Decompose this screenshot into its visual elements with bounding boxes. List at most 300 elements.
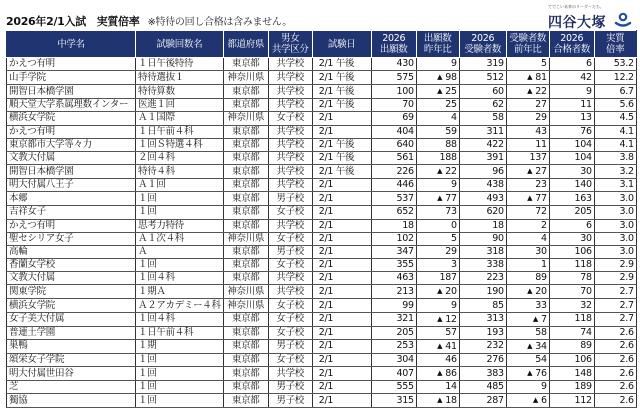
examinees-yoy-cell: 23 bbox=[506, 179, 549, 192]
examinees-cell: 62 bbox=[459, 99, 506, 112]
exam-name-cell: Ａ１回 bbox=[136, 179, 224, 192]
school-name-cell: 普連土学園 bbox=[7, 326, 136, 339]
column-header-school bbox=[7, 31, 136, 58]
exam-name-cell: 思考力特待 bbox=[136, 219, 224, 232]
examinees-cell: 313 bbox=[459, 312, 506, 326]
prefecture-cell: 神奈川県 bbox=[223, 285, 268, 299]
column-header-line2: 出願数 bbox=[379, 44, 408, 55]
table-row bbox=[7, 339, 637, 353]
school-name-cell: 横浜女学院 bbox=[7, 112, 136, 125]
school-name-cell: 高輪 bbox=[7, 245, 136, 258]
exam-name-cell: 特待算数 bbox=[136, 85, 224, 99]
exam-name-cell: １期 bbox=[136, 339, 224, 353]
gender-type-cell: 共学校 bbox=[268, 71, 312, 85]
passed-cell: 163 bbox=[549, 192, 594, 206]
exam-date-cell: 2/1 午後 bbox=[312, 138, 371, 151]
logo-tagline: てでこい未来のリーダーたち。 bbox=[548, 4, 604, 9]
exam-date-cell: 2/1 bbox=[312, 285, 371, 299]
gender-type-cell: 共学校 bbox=[268, 125, 312, 138]
school-name-cell: 吉祥女子 bbox=[7, 206, 136, 219]
school-name-cell: 文教大付属 bbox=[7, 272, 136, 285]
passed-cell: 6 bbox=[549, 58, 594, 71]
examinees-cell: 193 bbox=[459, 326, 506, 339]
examinees-yoy-cell: 137 bbox=[506, 151, 549, 164]
exam-date-cell: 2/1 bbox=[312, 206, 371, 219]
table-row bbox=[7, 245, 637, 258]
examinees-yoy-cell: 29 bbox=[506, 112, 549, 125]
column-header-line1: 実質 bbox=[606, 33, 625, 44]
examinees-cell: 383 bbox=[459, 367, 506, 381]
passed-cell: 140 bbox=[549, 179, 594, 192]
decrease-triangle-icon: ▲ bbox=[527, 369, 533, 377]
prefecture-cell: 東京都 bbox=[223, 138, 268, 151]
examinees-cell: 90 bbox=[459, 232, 506, 245]
exam-name-cell: １回４科 bbox=[136, 312, 224, 326]
actual-ratio-cell: 4.1 bbox=[594, 125, 636, 138]
actual-ratio-cell: 5.6 bbox=[594, 99, 636, 112]
exam-name-cell: Ａ１国際 bbox=[136, 112, 224, 125]
logo bbox=[540, 4, 632, 30]
applications-yoy-cell: 188 bbox=[416, 151, 459, 164]
passed-cell: 76 bbox=[549, 125, 594, 138]
table-row bbox=[7, 206, 637, 219]
gender-type-cell: 男子校 bbox=[268, 381, 312, 394]
applications-yoy-cell: 9 bbox=[416, 299, 459, 312]
actual-ratio-cell: 53.2 bbox=[594, 58, 636, 71]
column-header-actual-ratio bbox=[594, 31, 636, 58]
applications-yoy-cell: 73 bbox=[416, 206, 459, 219]
applications-cell: 226 bbox=[371, 165, 416, 179]
column-header-line1: 出願数 bbox=[423, 33, 452, 44]
passed-cell: 106 bbox=[549, 245, 594, 258]
column-header-line2: 昨年比 bbox=[423, 44, 452, 55]
exam-date-cell: 2/1 bbox=[312, 272, 371, 285]
exam-name-cell: １回 bbox=[136, 367, 224, 381]
decrease-triangle-icon: ▲ bbox=[527, 167, 533, 176]
exam-name-cell: ２回４科 bbox=[136, 151, 224, 164]
actual-ratio-cell: 2.6 bbox=[594, 326, 636, 339]
examinees-yoy-cell: 9 bbox=[506, 381, 549, 394]
decrease-triangle-icon: ▲ bbox=[437, 369, 443, 377]
table-row bbox=[7, 151, 637, 164]
exam-date-cell: 2/1 bbox=[312, 312, 371, 326]
applications-cell: 253 bbox=[371, 339, 416, 353]
applications-yoy-cell: ▲ 20 bbox=[416, 285, 459, 299]
applications-yoy-cell: 187 bbox=[416, 272, 459, 285]
applications-cell: 355 bbox=[371, 259, 416, 272]
decrease-triangle-icon: ▲ bbox=[437, 396, 443, 405]
examinees-cell: 485 bbox=[459, 381, 506, 394]
decrease-triangle-icon: ▲ bbox=[437, 194, 443, 203]
examinees-cell: 96 bbox=[459, 165, 506, 179]
exam-name-cell: １日午前４科 bbox=[136, 125, 224, 138]
table-row bbox=[7, 138, 637, 151]
exam-name-cell: １回 bbox=[136, 394, 224, 408]
school-name-cell: 関東学院 bbox=[7, 285, 136, 299]
prefecture-cell: 神奈川県 bbox=[223, 112, 268, 125]
examinees-cell: 58 bbox=[459, 112, 506, 125]
exam-date-cell: 2/1 午後 bbox=[312, 85, 371, 99]
gender-type-cell: 共学校 bbox=[268, 219, 312, 232]
school-name-cell: 明大付属八王子 bbox=[7, 179, 136, 192]
column-header-exam-date bbox=[312, 31, 371, 58]
applications-yoy-cell: 29 bbox=[416, 245, 459, 258]
passed-cell: 104 bbox=[549, 151, 594, 164]
actual-ratio-cell: 12.2 bbox=[594, 71, 636, 85]
examinees-yoy-cell: ▲ 6 bbox=[506, 394, 549, 408]
applications-cell: 304 bbox=[371, 353, 416, 366]
applications-yoy-cell: 5 bbox=[416, 232, 459, 245]
examinees-cell: 85 bbox=[459, 299, 506, 312]
exam-name-cell: １回 bbox=[136, 192, 224, 206]
school-name-cell: かえつ有明 bbox=[7, 219, 136, 232]
applications-yoy-cell: 59 bbox=[416, 125, 459, 138]
school-name-cell: 女子美大付属 bbox=[7, 312, 136, 326]
examinees-cell: 18 bbox=[459, 219, 506, 232]
decrease-triangle-icon: ▲ bbox=[527, 287, 533, 296]
applications-yoy-cell: ▲ 18 bbox=[416, 394, 459, 408]
examinees-cell: 276 bbox=[459, 353, 506, 366]
exam-date-cell: 2/1 bbox=[312, 367, 371, 381]
prefecture-cell: 東京都 bbox=[223, 353, 268, 366]
school-name-cell: 山手学院 bbox=[7, 71, 136, 85]
passed-cell: 104 bbox=[549, 138, 594, 151]
actual-ratio-cell: 4.5 bbox=[594, 112, 636, 125]
prefecture-cell: 神奈川県 bbox=[223, 71, 268, 85]
table-row bbox=[7, 285, 637, 299]
applications-cell: 18 bbox=[371, 219, 416, 232]
prefecture-cell: 東京都 bbox=[223, 99, 268, 112]
examinees-cell: 190 bbox=[459, 285, 506, 299]
applications-yoy-cell: ▲ 98 bbox=[416, 71, 459, 85]
gender-type-cell: 共学校 bbox=[268, 151, 312, 164]
column-header-line1: 受験者数 bbox=[509, 33, 547, 44]
applications-yoy-cell: ▲ 22 bbox=[416, 165, 459, 179]
prefecture-cell: 東京都 bbox=[223, 219, 268, 232]
yotsuya-otsuka-mark-icon bbox=[614, 11, 632, 29]
column-header-line2: 共学区分 bbox=[271, 44, 309, 55]
examinees-cell: 232 bbox=[459, 339, 506, 353]
decrease-triangle-icon: ▲ bbox=[437, 73, 443, 82]
exam-name-cell: １回Ｓ特選４科 bbox=[136, 138, 224, 151]
prefecture-cell: 東京都 bbox=[223, 339, 268, 353]
school-name-cell: 東京都市大学等々力 bbox=[7, 138, 136, 151]
prefecture-cell: 東京都 bbox=[223, 367, 268, 381]
passed-cell: 189 bbox=[549, 381, 594, 394]
table-row bbox=[7, 232, 637, 245]
table-header-row bbox=[7, 31, 637, 58]
table-row bbox=[7, 367, 637, 381]
actual-ratio-cell: 3.0 bbox=[594, 232, 636, 245]
examinees-cell: 620 bbox=[459, 206, 506, 219]
gender-type-cell: 男子校 bbox=[268, 394, 312, 408]
applications-cell: 537 bbox=[371, 192, 416, 206]
passed-cell: 112 bbox=[549, 394, 594, 408]
applications-cell: 640 bbox=[371, 138, 416, 151]
exam-date-cell: 2/1 bbox=[312, 245, 371, 258]
column-header-line1: 試験日 bbox=[327, 38, 356, 50]
actual-ratio-cell: 2.6 bbox=[594, 367, 636, 381]
passed-cell: 89 bbox=[549, 339, 594, 353]
passed-cell: 6 bbox=[549, 219, 594, 232]
passed-cell: 106 bbox=[549, 353, 594, 366]
applications-yoy-cell: 88 bbox=[416, 138, 459, 151]
examinees-yoy-cell: 30 bbox=[506, 245, 549, 258]
applications-yoy-cell: 25 bbox=[416, 99, 459, 112]
column-header-gender-type bbox=[268, 31, 312, 58]
prefecture-cell: 東京都 bbox=[223, 381, 268, 394]
table-row bbox=[7, 125, 637, 138]
exam-name-cell: 医進１回 bbox=[136, 99, 224, 112]
exam-name-cell: １日午前４科 bbox=[136, 326, 224, 339]
applications-cell: 555 bbox=[371, 381, 416, 394]
passed-cell: 30 bbox=[549, 165, 594, 179]
passed-cell: 30 bbox=[549, 232, 594, 245]
actual-ratio-cell: 3.0 bbox=[594, 206, 636, 219]
examinees-yoy-cell: 54 bbox=[506, 353, 549, 366]
actual-ratio-cell: 2.9 bbox=[594, 272, 636, 285]
page-title: 2026年2/1入試 実質倍率 bbox=[6, 15, 140, 28]
applications-cell: 575 bbox=[371, 71, 416, 85]
gender-type-cell: 男子校 bbox=[268, 192, 312, 206]
applications-cell: 446 bbox=[371, 179, 416, 192]
exam-date-cell: 2/1 bbox=[312, 232, 371, 245]
exam-name-cell: １日午後特待 bbox=[136, 58, 224, 71]
ratio-table bbox=[6, 30, 637, 408]
column-header-passed bbox=[549, 31, 594, 58]
examinees-yoy-cell: 89 bbox=[506, 272, 549, 285]
exam-date-cell: 2/1 bbox=[312, 125, 371, 138]
examinees-cell: 287 bbox=[459, 394, 506, 408]
actual-ratio-cell: 3.0 bbox=[594, 245, 636, 258]
decrease-triangle-icon: ▲ bbox=[437, 287, 443, 296]
exam-name-cell: Ａ bbox=[136, 245, 224, 258]
column-header-examinees-yoy bbox=[506, 31, 549, 58]
examinees-cell: 318 bbox=[459, 245, 506, 258]
gender-type-cell: 女子校 bbox=[268, 112, 312, 125]
gender-type-cell: 女子校 bbox=[268, 232, 312, 245]
exam-date-cell: 2/1 bbox=[312, 326, 371, 339]
column-header-line2: 合格者数 bbox=[553, 44, 591, 55]
gender-type-cell: 女子校 bbox=[268, 299, 312, 312]
applications-cell: 100 bbox=[371, 85, 416, 99]
column-header-line1: 試験回数名 bbox=[156, 38, 203, 50]
applications-yoy-cell: 14 bbox=[416, 381, 459, 394]
applications-cell: 430 bbox=[371, 58, 416, 71]
exam-date-cell: 2/1 bbox=[312, 394, 371, 408]
applications-cell: 213 bbox=[371, 285, 416, 299]
passed-cell: 118 bbox=[549, 312, 594, 326]
actual-ratio-cell: 3.2 bbox=[594, 165, 636, 179]
column-header-line1: 2026 bbox=[560, 33, 584, 44]
school-name-cell: 頌栄女子学院 bbox=[7, 353, 136, 366]
exam-name-cell: １回 bbox=[136, 381, 224, 394]
decrease-triangle-icon: ▲ bbox=[527, 87, 533, 96]
school-name-cell: かえつ有明 bbox=[7, 58, 136, 71]
decrease-triangle-icon: ▲ bbox=[532, 396, 538, 405]
table-row bbox=[7, 71, 637, 85]
page-header bbox=[6, 13, 292, 27]
examinees-yoy-cell: 5 bbox=[506, 58, 549, 71]
logo-brand: 四谷大塚 bbox=[548, 15, 606, 31]
examinees-yoy-cell: 4 bbox=[506, 232, 549, 245]
prefecture-cell: 東京都 bbox=[223, 245, 268, 258]
gender-type-cell: 共学校 bbox=[268, 165, 312, 179]
applications-yoy-cell: 46 bbox=[416, 353, 459, 366]
applications-cell: 561 bbox=[371, 151, 416, 164]
actual-ratio-cell: 4.1 bbox=[594, 138, 636, 151]
school-name-cell: 文教大付属 bbox=[7, 151, 136, 164]
exam-date-cell: 2/1 午後 bbox=[312, 58, 371, 71]
applications-yoy-cell: 57 bbox=[416, 326, 459, 339]
decrease-triangle-icon: ▲ bbox=[527, 194, 533, 203]
applications-yoy-cell: ▲ 86 bbox=[416, 367, 459, 381]
gender-type-cell: 女子校 bbox=[268, 353, 312, 366]
examinees-cell: 438 bbox=[459, 179, 506, 192]
actual-ratio-cell: 2.9 bbox=[594, 259, 636, 272]
column-header-line2: 倍率 bbox=[606, 44, 625, 55]
examinees-yoy-cell: 11 bbox=[506, 138, 549, 151]
gender-type-cell: 共学校 bbox=[268, 272, 312, 285]
exam-name-cell: １回４科 bbox=[136, 272, 224, 285]
prefecture-cell: 東京都 bbox=[223, 151, 268, 164]
table-row bbox=[7, 58, 637, 71]
prefecture-cell: 東京都 bbox=[223, 85, 268, 99]
prefecture-cell: 東京都 bbox=[223, 165, 268, 179]
column-header-line1: 中学名 bbox=[57, 38, 85, 50]
applications-cell: 407 bbox=[371, 367, 416, 381]
gender-type-cell: 共学校 bbox=[268, 367, 312, 381]
column-header-prefecture bbox=[223, 31, 268, 58]
school-name-cell: 横浜女学院 bbox=[7, 299, 136, 312]
examinees-cell: 60 bbox=[459, 85, 506, 99]
applications-yoy-cell: ▲ 12 bbox=[416, 312, 459, 326]
applications-cell: 70 bbox=[371, 99, 416, 112]
exam-date-cell: 2/1 bbox=[312, 299, 371, 312]
examinees-cell: 512 bbox=[459, 71, 506, 85]
column-header-applications-yoy bbox=[416, 31, 459, 58]
applications-cell: 205 bbox=[371, 326, 416, 339]
column-header-line1: 2026 bbox=[471, 33, 495, 44]
examinees-yoy-cell: ▲ 77 bbox=[506, 192, 549, 206]
table-row bbox=[7, 312, 637, 326]
passed-cell: 11 bbox=[549, 99, 594, 112]
prefecture-cell: 東京都 bbox=[223, 58, 268, 71]
table-row bbox=[7, 112, 637, 125]
examinees-yoy-cell: 33 bbox=[506, 299, 549, 312]
actual-ratio-cell: 2.6 bbox=[594, 353, 636, 366]
table-row bbox=[7, 326, 637, 339]
passed-cell: 9 bbox=[549, 85, 594, 99]
exam-name-cell: １回 bbox=[136, 353, 224, 366]
passed-cell: 70 bbox=[549, 285, 594, 299]
school-name-cell: 開智日本橋学園 bbox=[7, 165, 136, 179]
column-header-applications bbox=[371, 31, 416, 58]
actual-ratio-cell: 2.7 bbox=[594, 285, 636, 299]
examinees-cell: 223 bbox=[459, 272, 506, 285]
exam-date-cell: 2/1 bbox=[312, 259, 371, 272]
examinees-cell: 493 bbox=[459, 192, 506, 206]
examinees-yoy-cell: 43 bbox=[506, 125, 549, 138]
gender-type-cell: 男子校 bbox=[268, 339, 312, 353]
applications-yoy-cell: ▲ 25 bbox=[416, 85, 459, 99]
decrease-triangle-icon: ▲ bbox=[527, 341, 533, 350]
applications-cell: 315 bbox=[371, 394, 416, 408]
gender-type-cell: 共学校 bbox=[268, 99, 312, 112]
decrease-triangle-icon: ▲ bbox=[532, 314, 538, 323]
column-header-line2: 受験者数 bbox=[464, 44, 502, 55]
examinees-cell: 311 bbox=[459, 125, 506, 138]
prefecture-cell: 東京都 bbox=[223, 125, 268, 138]
exam-date-cell: 2/1 bbox=[312, 381, 371, 394]
examinees-cell: 338 bbox=[459, 259, 506, 272]
school-name-cell: 獨協 bbox=[7, 394, 136, 408]
passed-cell: 118 bbox=[549, 259, 594, 272]
passed-cell: 42 bbox=[549, 71, 594, 85]
school-name-cell: 巣鴨 bbox=[7, 339, 136, 353]
applications-cell: 347 bbox=[371, 245, 416, 258]
exam-name-cell: 特待４科 bbox=[136, 165, 224, 179]
examinees-yoy-cell: ▲ 7 bbox=[506, 312, 549, 326]
actual-ratio-cell: 3.0 bbox=[594, 192, 636, 206]
examinees-yoy-cell: ▲ 76 bbox=[506, 367, 549, 381]
table-row bbox=[7, 299, 637, 312]
column-header-line1: 2026 bbox=[382, 33, 406, 44]
school-name-cell: 聖セシリア女子 bbox=[7, 232, 136, 245]
gender-type-cell: 男子校 bbox=[268, 245, 312, 258]
exam-date-cell: 2/1 午後 bbox=[312, 151, 371, 164]
school-name-cell: 本郷 bbox=[7, 192, 136, 206]
prefecture-cell: 東京都 bbox=[223, 206, 268, 219]
actual-ratio-cell: 3.0 bbox=[594, 219, 636, 232]
column-header-exam bbox=[136, 31, 224, 58]
decrease-triangle-icon: ▲ bbox=[437, 314, 443, 323]
school-name-cell: 明大付属世田谷 bbox=[7, 367, 136, 381]
gender-type-cell: 共学校 bbox=[268, 85, 312, 99]
examinees-yoy-cell: 58 bbox=[506, 326, 549, 339]
examinees-yoy-cell: 27 bbox=[506, 99, 549, 112]
examinees-cell: 422 bbox=[459, 138, 506, 151]
actual-ratio-cell: 2.6 bbox=[594, 394, 636, 408]
table-row bbox=[7, 381, 637, 394]
applications-yoy-cell: 9 bbox=[416, 179, 459, 192]
prefecture-cell: 東京都 bbox=[223, 259, 268, 272]
exam-name-cell: １期Ａ bbox=[136, 285, 224, 299]
actual-ratio-cell: 2.6 bbox=[594, 381, 636, 394]
applications-yoy-cell: ▲ 77 bbox=[416, 192, 459, 206]
examinees-yoy-cell: ▲ 81 bbox=[506, 71, 549, 85]
table-body bbox=[7, 58, 637, 408]
exam-date-cell: 2/1 午後 bbox=[312, 99, 371, 112]
exam-name-cell: １回 bbox=[136, 206, 224, 219]
decrease-triangle-icon: ▲ bbox=[437, 167, 443, 176]
gender-type-cell: 共学校 bbox=[268, 58, 312, 71]
school-name-cell: 香蘭女学校 bbox=[7, 259, 136, 272]
actual-ratio-cell: 2.7 bbox=[594, 299, 636, 312]
gender-type-cell: 女子校 bbox=[268, 206, 312, 219]
applications-yoy-cell: ▲ 41 bbox=[416, 339, 459, 353]
exam-date-cell: 2/1 bbox=[312, 179, 371, 192]
applications-yoy-cell: 9 bbox=[416, 58, 459, 71]
passed-cell: 13 bbox=[549, 112, 594, 125]
examinees-cell: 319 bbox=[459, 58, 506, 71]
exam-name-cell: １回 bbox=[136, 259, 224, 272]
examinees-yoy-cell: 72 bbox=[506, 206, 549, 219]
passed-cell: 148 bbox=[549, 367, 594, 381]
applications-cell: 102 bbox=[371, 232, 416, 245]
applications-cell: 652 bbox=[371, 206, 416, 219]
applications-yoy-cell: 3 bbox=[416, 259, 459, 272]
